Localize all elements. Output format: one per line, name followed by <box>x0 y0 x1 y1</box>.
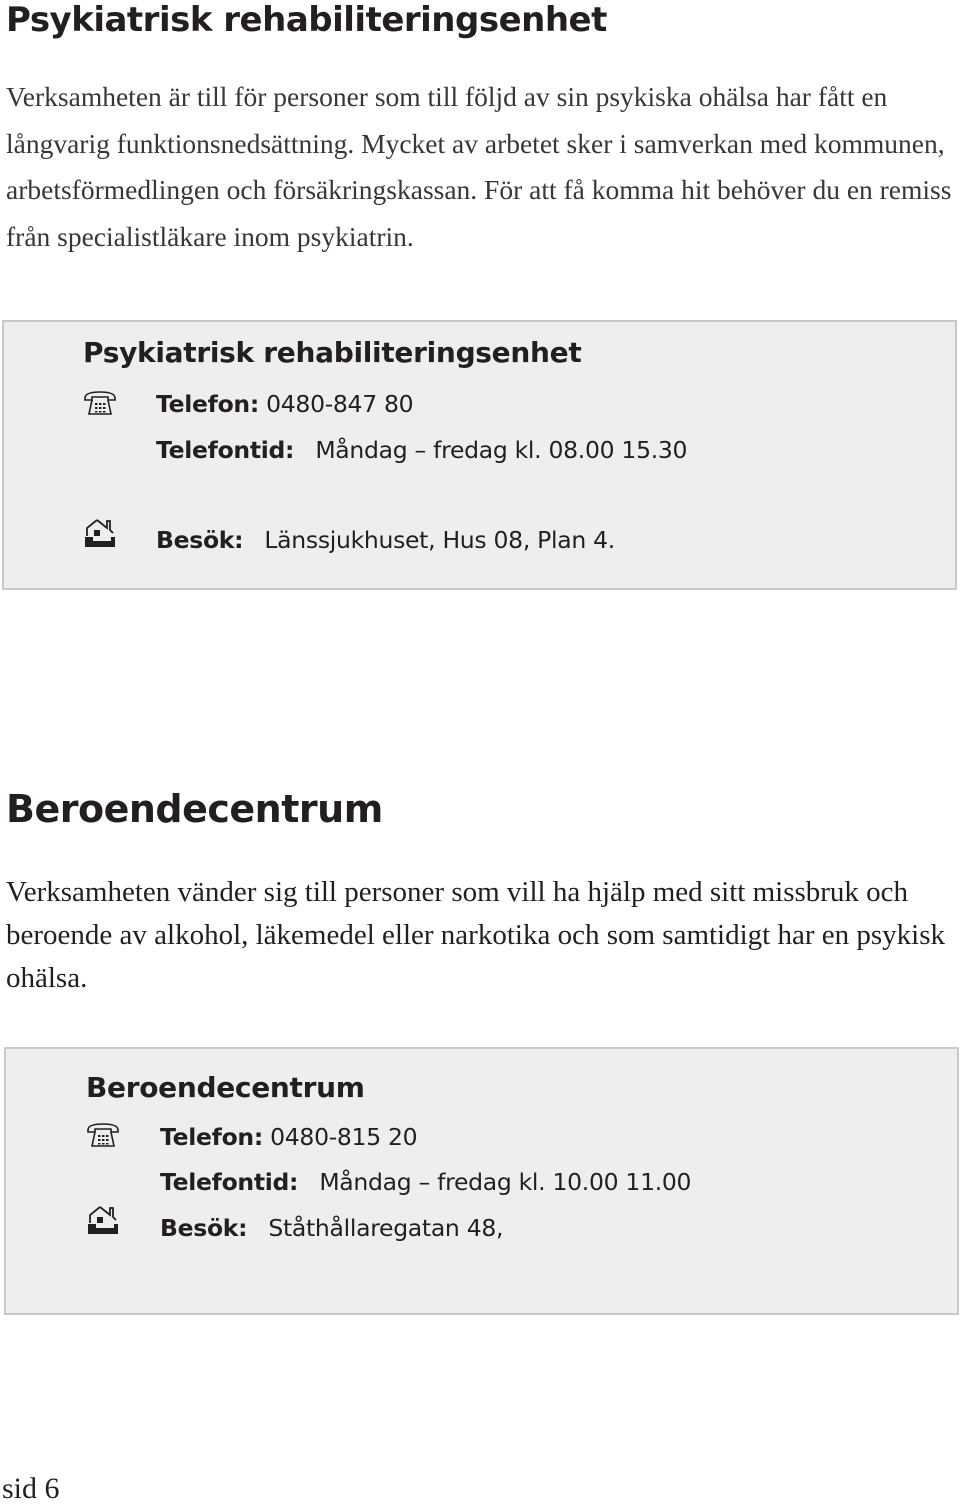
contact-box-rehab <box>2 320 957 590</box>
contact-box-title: Psykiatrisk rehabiliteringsenhet <box>83 336 582 369</box>
house-icon <box>86 1204 120 1236</box>
phone-value: 0480-815 20 <box>270 1123 418 1151</box>
visit-label: Besök: <box>156 526 244 554</box>
visit-row <box>160 1214 503 1242</box>
hours-row <box>160 1168 691 1196</box>
section-heading-beroende: Beroendecentrum <box>6 787 383 831</box>
telephone-icon <box>83 389 117 417</box>
phone-row <box>160 1123 417 1151</box>
phone-label: Telefon: <box>160 1123 263 1151</box>
house-icon <box>83 517 117 549</box>
visit-value: Länssjukhuset, Hus 08, Plan 4. <box>264 526 615 554</box>
contact-box-beroende <box>4 1047 959 1315</box>
hours-label: Telefontid: <box>160 1168 299 1196</box>
section-paragraph-beroende: Verksamheten vänder sig till personer som vill ha hjälp med sitt missbruk och beroende av alkohol, läkemedel eller narkotika och som samtidigt har en psykisk ohälsa. <box>6 876 946 994</box>
page-number: sid 6 <box>2 1472 60 1505</box>
hours-row <box>156 436 687 464</box>
contact-box-title: Beroendecentrum <box>86 1071 365 1104</box>
section-heading-rehab: Psykiatrisk rehabiliteringsenhet <box>6 0 607 40</box>
visit-row <box>156 526 615 554</box>
hours-value: Måndag – fredag kl. 08.00 15.30 <box>315 436 688 464</box>
section-paragraph-rehab: Verksamheten är till för personer som till följd av sin psykiska ohälsa har fått en långvarig funktionsnedsättning. Mycket av arbetet sker i samverkan med kommunen, arbetsförmedlingen och försäkringskassan. För att få komma hit behöver du en remiss från specialistläkare inom psykiatrin. <box>6 81 952 252</box>
phone-label: Telefon: <box>156 390 259 418</box>
hours-label: Telefontid: <box>156 436 295 464</box>
visit-value: Ståthållaregatan 48, <box>268 1214 504 1242</box>
hours-value: Måndag – fredag kl. 10.00 11.00 <box>319 1168 692 1196</box>
phone-row <box>156 390 413 418</box>
telephone-icon <box>86 1121 120 1149</box>
visit-label: Besök: <box>160 1214 248 1242</box>
phone-value: 0480-847 80 <box>266 390 414 418</box>
